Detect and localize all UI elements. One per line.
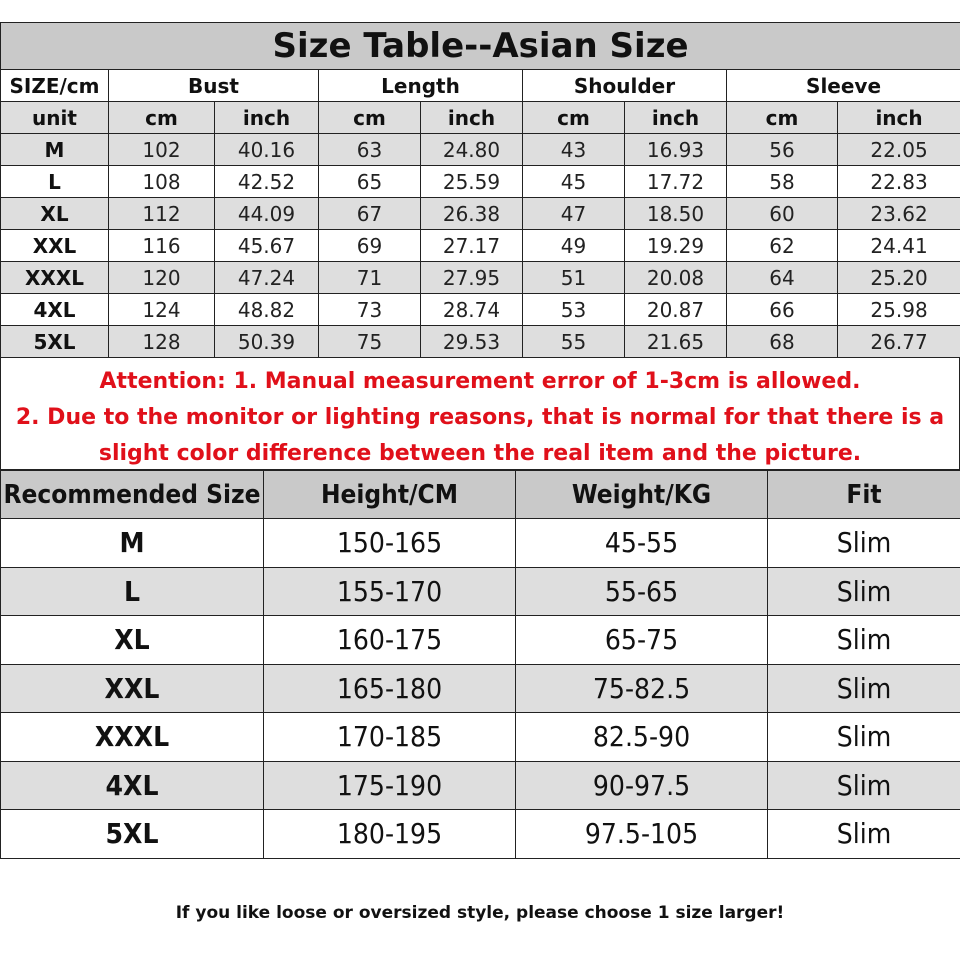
table-cell: 124 (109, 294, 215, 326)
table-cell: 43 (523, 134, 625, 166)
table-cell: 63 (319, 134, 421, 166)
table-row (1, 198, 960, 230)
size-table-title: Size Table--Asian Size (1, 23, 960, 70)
table-cell: 22.05 (838, 134, 960, 166)
unit-cell: inch (838, 102, 960, 134)
table-cell: 51 (523, 262, 625, 294)
table-cell: 16.93 (625, 134, 727, 166)
table-row (1, 230, 960, 262)
attention-line-1: Attention: 1. Manual measurement error of 1-3cm is allowed. (99, 369, 861, 394)
size-label: L (1, 166, 109, 198)
unit-label: unit (1, 102, 109, 134)
table-cell: 116 (109, 230, 215, 262)
table-row (1, 567, 960, 616)
unit-cell: inch (421, 102, 523, 134)
table-cell: 165-180 (264, 664, 516, 713)
table-cell: Slim (768, 567, 960, 616)
unit-row (1, 102, 960, 134)
table-cell: 18.50 (625, 198, 727, 230)
table-cell: 66 (727, 294, 838, 326)
table-row (1, 262, 960, 294)
table-cell: 112 (109, 198, 215, 230)
header-height: Height/CM (264, 471, 516, 519)
table-cell: 53 (523, 294, 625, 326)
table-cell: 58 (727, 166, 838, 198)
table-row (1, 294, 960, 326)
table-cell: 50.39 (215, 326, 319, 358)
table-cell: 28.74 (421, 294, 523, 326)
table-cell: 180-195 (264, 810, 516, 859)
table-cell: 55-65 (516, 567, 768, 616)
header-sleeve: Sleeve (727, 70, 960, 102)
size-label: M (1, 134, 109, 166)
size-label: M (1, 519, 264, 568)
table-row (1, 664, 960, 713)
table-cell: 25.98 (838, 294, 960, 326)
table-cell: 42.52 (215, 166, 319, 198)
size-label: 5XL (1, 326, 109, 358)
table-cell: 108 (109, 166, 215, 198)
table-cell: 56 (727, 134, 838, 166)
table-row (1, 166, 960, 198)
table-cell: 19.29 (625, 230, 727, 262)
table-cell: 24.41 (838, 230, 960, 262)
table-cell: 68 (727, 326, 838, 358)
table-cell: 90-97.5 (516, 761, 768, 810)
footnote: If you like loose or oversized style, please choose 1 size larger! (175, 903, 785, 923)
recommended-header-row (1, 471, 960, 519)
table-cell: 26.77 (838, 326, 960, 358)
table-cell: 17.72 (625, 166, 727, 198)
unit-cell: inch (625, 102, 727, 134)
table-cell: 20.87 (625, 294, 727, 326)
unit-cell: inch (215, 102, 319, 134)
unit-cell: cm (109, 102, 215, 134)
table-cell: 48.82 (215, 294, 319, 326)
table-cell: 45.67 (215, 230, 319, 262)
header-bust: Bust (109, 70, 319, 102)
table-cell: 60 (727, 198, 838, 230)
table-cell: 23.62 (838, 198, 960, 230)
table-cell: 155-170 (264, 567, 516, 616)
size-label: XL (1, 198, 109, 230)
table-row (1, 616, 960, 665)
table-cell: 40.16 (215, 134, 319, 166)
table-cell: Slim (768, 664, 960, 713)
table-cell: 75 (319, 326, 421, 358)
table-cell: 160-175 (264, 616, 516, 665)
recommended-size-table (0, 470, 960, 859)
table-cell: 65-75 (516, 616, 768, 665)
size-label: XL (1, 616, 264, 665)
table-cell: 150-165 (264, 519, 516, 568)
table-cell: 25.20 (838, 262, 960, 294)
table-cell: 49 (523, 230, 625, 262)
unit-cell: cm (319, 102, 421, 134)
header-size-cm: SIZE/cm (1, 70, 109, 102)
table-cell: 102 (109, 134, 215, 166)
table-cell: 47 (523, 198, 625, 230)
table-cell: 67 (319, 198, 421, 230)
table-row (1, 761, 960, 810)
table-cell: 65 (319, 166, 421, 198)
table-row (1, 810, 960, 859)
table-cell: 47.24 (215, 262, 319, 294)
header-length: Length (319, 70, 523, 102)
size-label: XXXL (1, 262, 109, 294)
table-cell: 64 (727, 262, 838, 294)
header-fit: Fit (768, 471, 960, 519)
header-shoulder: Shoulder (523, 70, 727, 102)
table-cell: 120 (109, 262, 215, 294)
attention-notice (0, 358, 960, 470)
table-cell: Slim (768, 761, 960, 810)
table-cell: 45 (523, 166, 625, 198)
table-row (1, 134, 960, 166)
table-cell: 62 (727, 230, 838, 262)
table-cell: 73 (319, 294, 421, 326)
size-label: XXXL (1, 713, 264, 762)
size-label: 4XL (1, 761, 264, 810)
table-row (1, 519, 960, 568)
table-cell: 69 (319, 230, 421, 262)
table-cell: Slim (768, 810, 960, 859)
table-cell: 20.08 (625, 262, 727, 294)
table-cell: 170-185 (264, 713, 516, 762)
table-cell: 24.80 (421, 134, 523, 166)
size-label: XXL (1, 230, 109, 262)
table-row (1, 713, 960, 762)
table-cell: 44.09 (215, 198, 319, 230)
table-cell: 97.5-105 (516, 810, 768, 859)
size-label: XXL (1, 664, 264, 713)
table-cell: 82.5-90 (516, 713, 768, 762)
table-cell: Slim (768, 519, 960, 568)
table-cell: Slim (768, 616, 960, 665)
table-cell: 25.59 (421, 166, 523, 198)
unit-cell: cm (727, 102, 838, 134)
table-cell: Slim (768, 713, 960, 762)
table-cell: 175-190 (264, 761, 516, 810)
table-cell: 22.83 (838, 166, 960, 198)
attention-line-2: 2. Due to the monitor or lighting reasons, that is normal for that there is a (15, 405, 945, 430)
table-cell: 26.38 (421, 198, 523, 230)
size-label: 5XL (1, 810, 264, 859)
table-cell: 21.65 (625, 326, 727, 358)
table-cell: 45-55 (516, 519, 768, 568)
attention-line-3: slight color difference between the real item and the picture. (98, 441, 862, 466)
table-cell: 71 (319, 262, 421, 294)
header-recommended-size: Recommended Size (1, 471, 264, 519)
table-row (1, 326, 960, 358)
table-cell: 128 (109, 326, 215, 358)
size-table (0, 22, 960, 358)
table-cell: 55 (523, 326, 625, 358)
table-cell: 29.53 (421, 326, 523, 358)
size-label: L (1, 567, 264, 616)
header-weight: Weight/KG (516, 471, 768, 519)
table-cell: 27.95 (421, 262, 523, 294)
size-chart-sheet (0, 22, 960, 859)
table-cell: 27.17 (421, 230, 523, 262)
size-label: 4XL (1, 294, 109, 326)
table-cell: 75-82.5 (516, 664, 768, 713)
unit-cell: cm (523, 102, 625, 134)
